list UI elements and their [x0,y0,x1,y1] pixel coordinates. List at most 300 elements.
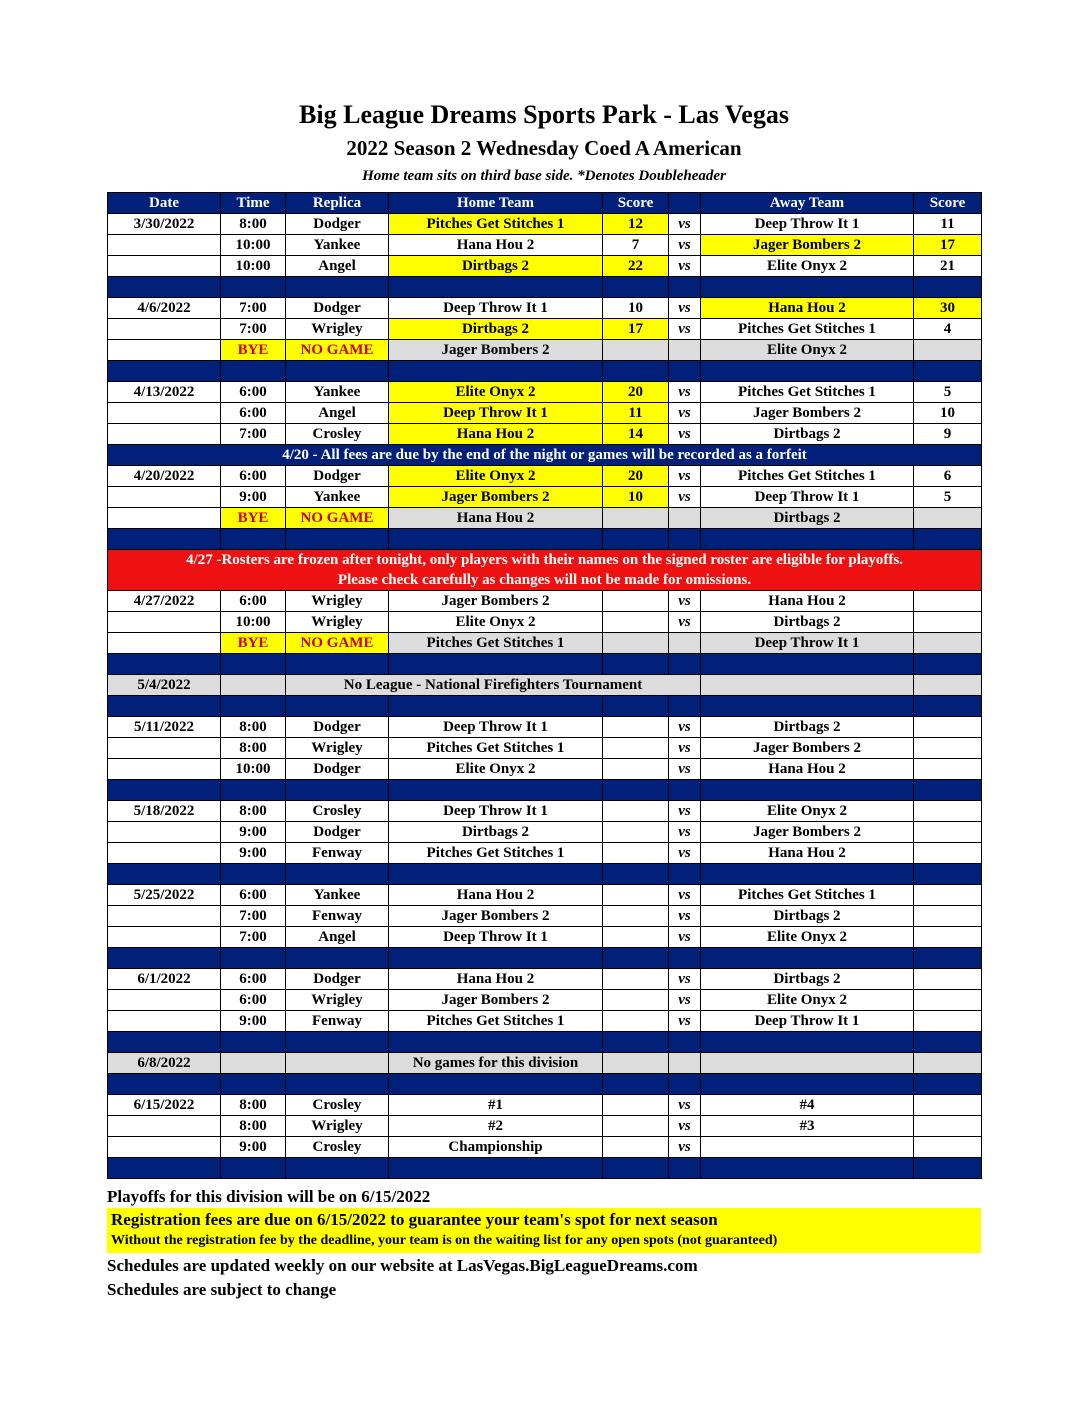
separator-cell [221,948,286,969]
date-cell [108,340,221,361]
date-cell [108,403,221,424]
home-team-cell: Pitches Get Stitches 1 [389,1011,603,1032]
home-team-cell: Hana Hou 2 [389,969,603,990]
field-cell: Dodger [286,214,389,235]
table-row [108,487,982,508]
date-cell: 6/1/2022 [108,969,221,990]
date-cell: 5/25/2022 [108,885,221,906]
away-score-cell [914,822,982,843]
schedule-table [107,192,982,1179]
home-score-cell [603,1116,669,1137]
no-games-text: No games for this division [389,1053,603,1074]
away-team-cell: #3 [701,1116,914,1137]
website-note: Schedules are updated weekly on our website at LasVegas.BigLeagueDreams.com [107,1256,698,1275]
vs-cell: vs [669,298,701,319]
home-team-cell: Dirtbags 2 [389,822,603,843]
time-cell: 7:00 [221,424,286,445]
home-score-cell [603,801,669,822]
home-team-cell: #2 [389,1116,603,1137]
field-cell: Dodger [286,717,389,738]
away-team-cell: Jager Bombers 2 [701,235,914,256]
away-score-cell [914,990,982,1011]
separator-cell [286,780,389,801]
no-games-row [108,1053,982,1074]
time-cell: 9:00 [221,1137,286,1158]
table-row [108,466,982,487]
empty-cell [701,1053,914,1074]
away-team-cell: Hana Hou 2 [701,591,914,612]
separator-cell [914,1158,982,1179]
time-cell: 6:00 [221,591,286,612]
separator-cell [701,1158,914,1179]
separator-cell [701,1032,914,1053]
separator-cell [108,696,221,717]
separator-cell [389,361,603,382]
table-row [108,990,982,1011]
table-row [108,214,982,235]
col-away-score: Score [914,193,982,214]
col-home-score: Score [603,193,669,214]
home-team-cell: Elite Onyx 2 [389,612,603,633]
separator-cell [389,654,603,675]
table-row [108,927,982,948]
home-team-cell: Hana Hou 2 [389,424,603,445]
empty-cell [603,633,669,654]
separator-cell [108,780,221,801]
col-away-team: Away Team [701,193,914,214]
separator-cell [914,1074,982,1095]
home-score-cell [603,822,669,843]
no-league-text: No League - National Firefighters Tournament [286,675,701,696]
fees-notice: 4/20 - All fees are due by the end of the night or games will be recorded as a forfeit [108,445,982,466]
home-team-cell: Deep Throw It 1 [389,298,603,319]
home-team-cell: Pitches Get Stitches 1 [389,738,603,759]
separator-cell [603,1074,669,1095]
bye-team-cell: Hana Hou 2 [389,508,603,529]
table-row [108,801,982,822]
time-cell: 9:00 [221,822,286,843]
home-score-cell [603,969,669,990]
away-score-cell [914,1095,982,1116]
vs-cell: vs [669,738,701,759]
separator-cell [108,529,221,550]
no-game-label: NO GAME [286,508,389,529]
home-team-cell: Dirtbags 2 [389,256,603,277]
vs-cell: vs [669,612,701,633]
bye-label: BYE [221,340,286,361]
separator-row [108,1032,982,1053]
home-score-cell: 17 [603,319,669,340]
separator-cell [914,361,982,382]
separator-cell [603,654,669,675]
empty-cell [669,633,701,654]
separator-cell [603,277,669,298]
time-cell: 6:00 [221,885,286,906]
separator-cell [286,361,389,382]
col-vs [669,193,701,214]
home-score-cell: 14 [603,424,669,445]
home-team-cell: Elite Onyx 2 [389,466,603,487]
away-score-cell [914,1137,982,1158]
away-score-cell [914,738,982,759]
home-score-cell [603,1137,669,1158]
away-team-cell: Pitches Get Stitches 1 [701,319,914,340]
registration-box [107,1208,981,1253]
separator-cell [701,654,914,675]
separator-cell [701,277,914,298]
date-cell [108,738,221,759]
separator-cell [603,780,669,801]
separator-cell [603,864,669,885]
home-team-cell: #1 [389,1095,603,1116]
roster-notice [108,550,982,591]
time-cell: 6:00 [221,969,286,990]
date-cell: 4/27/2022 [108,591,221,612]
field-cell: Wrigley [286,1116,389,1137]
separator-cell [108,1032,221,1053]
separator-cell [701,780,914,801]
away-score-cell [914,591,982,612]
vs-cell: vs [669,927,701,948]
table-row [108,717,982,738]
table-row [108,822,982,843]
vs-cell: vs [669,466,701,487]
separator-row [108,277,982,298]
away-team-cell: Deep Throw It 1 [701,487,914,508]
separator-cell [108,1074,221,1095]
field-cell: Dodger [286,759,389,780]
field-cell: Angel [286,403,389,424]
separator-cell [221,1158,286,1179]
separator-cell [669,1032,701,1053]
field-cell: Dodger [286,298,389,319]
home-score-cell: 10 [603,298,669,319]
bye-row [108,508,982,529]
time-cell: 8:00 [221,214,286,235]
separator-cell [286,529,389,550]
separator-cell [603,948,669,969]
empty-cell [914,508,982,529]
away-team-cell: Deep Throw It 1 [701,1011,914,1032]
field-cell: Yankee [286,885,389,906]
date-cell [108,508,221,529]
page-subtitle: 2022 Season 2 Wednesday Coed A American [346,136,742,160]
away-team-cell: Jager Bombers 2 [701,403,914,424]
separator-cell [221,529,286,550]
home-team-cell: Jager Bombers 2 [389,906,603,927]
home-score-cell [603,1011,669,1032]
field-cell: Wrigley [286,612,389,633]
away-team-cell: Pitches Get Stitches 1 [701,382,914,403]
page-note: Home team sits on third base side. *Denotes Doubleheader [362,168,726,184]
empty-cell [914,675,982,696]
bye-team-cell: Dirtbags 2 [701,508,914,529]
home-score-cell: 22 [603,256,669,277]
bye-label: BYE [221,508,286,529]
table-row [108,319,982,340]
home-team-cell: Elite Onyx 2 [389,759,603,780]
time-cell: 10:00 [221,256,286,277]
separator-row [108,529,982,550]
empty-cell [286,1053,389,1074]
subject-note: Schedules are subject to change [107,1280,337,1299]
away-score-cell: 30 [914,298,982,319]
date-cell: 3/30/2022 [108,214,221,235]
away-score-cell: 11 [914,214,982,235]
home-score-cell [603,990,669,1011]
field-cell: Yankee [286,487,389,508]
roster-notice-line2: Please check carefully as changes will not be made for omissions. [337,572,752,588]
home-team-cell: Hana Hou 2 [389,235,603,256]
date-cell [108,927,221,948]
separator-cell [914,277,982,298]
date-cell [108,612,221,633]
separator-cell [914,948,982,969]
separator-cell [389,696,603,717]
time-cell: 9:00 [221,1011,286,1032]
time-cell: 6:00 [221,466,286,487]
away-team-cell: #4 [701,1095,914,1116]
separator-row [108,361,982,382]
empty-cell [914,1053,982,1074]
table-row [108,738,982,759]
separator-cell [108,948,221,969]
date-cell [108,906,221,927]
away-team-cell: Elite Onyx 2 [701,990,914,1011]
time-cell: 6:00 [221,382,286,403]
home-score-cell: 12 [603,214,669,235]
table-row [108,1095,982,1116]
separator-cell [286,1158,389,1179]
table-row [108,1116,982,1137]
away-team-cell: Dirtbags 2 [701,969,914,990]
table-row [108,843,982,864]
separator-cell [286,864,389,885]
col-replica: Replica [286,193,389,214]
roster-notice-line1: 4/27 -Rosters are frozen after tonight, only players with their names on the signed roster are eligible for playoffs. [186,552,903,568]
vs-cell: vs [669,1095,701,1116]
separator-cell [603,1158,669,1179]
away-score-cell [914,927,982,948]
away-team-cell: Dirtbags 2 [701,906,914,927]
empty-cell [701,675,914,696]
time-cell: 8:00 [221,801,286,822]
away-score-cell: 6 [914,466,982,487]
vs-cell: vs [669,843,701,864]
separator-cell [108,654,221,675]
vs-cell: vs [669,424,701,445]
table-row [108,969,982,990]
separator-cell [389,948,603,969]
table-row [108,256,982,277]
time-cell: 10:00 [221,612,286,633]
vs-cell: vs [669,717,701,738]
field-cell: Crosley [286,1137,389,1158]
empty-cell [603,340,669,361]
separator-cell [669,864,701,885]
home-team-cell: Deep Throw It 1 [389,717,603,738]
empty-cell [669,508,701,529]
table-row [108,612,982,633]
away-score-cell [914,801,982,822]
field-cell: Yankee [286,382,389,403]
home-team-cell: Jager Bombers 2 [389,591,603,612]
separator-row [108,780,982,801]
away-score-cell [914,906,982,927]
separator-cell [221,1074,286,1095]
table-row [108,298,982,319]
field-cell: Angel [286,927,389,948]
home-score-cell [603,717,669,738]
home-team-cell: Jager Bombers 2 [389,990,603,1011]
date-cell: 5/18/2022 [108,801,221,822]
separator-cell [221,654,286,675]
away-team-cell: Deep Throw It 1 [701,214,914,235]
home-score-cell [603,1095,669,1116]
separator-cell [108,864,221,885]
table-row [108,403,982,424]
date-cell [108,319,221,340]
separator-cell [603,1032,669,1053]
bye-team-cell: Elite Onyx 2 [701,340,914,361]
col-time: Time [221,193,286,214]
separator-cell [221,1032,286,1053]
empty-cell [669,340,701,361]
home-team-cell: Elite Onyx 2 [389,382,603,403]
separator-cell [669,948,701,969]
separator-cell [389,529,603,550]
date-cell: 6/15/2022 [108,1095,221,1116]
field-cell: Yankee [286,235,389,256]
time-cell: 9:00 [221,487,286,508]
separator-cell [603,361,669,382]
time-cell: 9:00 [221,843,286,864]
home-score-cell [603,885,669,906]
separator-cell [389,277,603,298]
away-score-cell: 9 [914,424,982,445]
home-score-cell [603,906,669,927]
away-score-cell [914,717,982,738]
separator-cell [221,864,286,885]
separator-cell [914,529,982,550]
home-team-cell: Deep Throw It 1 [389,927,603,948]
separator-cell [286,1032,389,1053]
vs-cell: vs [669,906,701,927]
empty-cell [603,508,669,529]
bye-row [108,340,982,361]
time-cell: 8:00 [221,1095,286,1116]
home-score-cell [603,759,669,780]
date-cell: 4/20/2022 [108,466,221,487]
separator-cell [914,654,982,675]
away-score-cell [914,1116,982,1137]
field-cell: Fenway [286,843,389,864]
home-team-cell: Jager Bombers 2 [389,487,603,508]
away-score-cell: 17 [914,235,982,256]
away-score-cell: 21 [914,256,982,277]
date-cell [108,487,221,508]
home-score-cell: 10 [603,487,669,508]
separator-cell [603,696,669,717]
col-date: Date [108,193,221,214]
separator-cell [221,696,286,717]
bye-team-cell: Pitches Get Stitches 1 [389,633,603,654]
waiting-list-note: Without the registration fee by the deadline, your team is on the waiting list for any open spots (not guaranteed) [111,1233,778,1248]
away-team-cell: Elite Onyx 2 [701,927,914,948]
separator-cell [669,361,701,382]
playoffs-note: Playoffs for this division will be on 6/15/2022 [107,1187,431,1206]
separator-row [108,864,982,885]
field-cell: Dodger [286,822,389,843]
away-team-cell: Hana Hou 2 [701,843,914,864]
date-cell [108,256,221,277]
separator-cell [108,277,221,298]
home-score-cell [603,843,669,864]
away-score-cell [914,969,982,990]
separator-cell [701,948,914,969]
separator-cell [108,1158,221,1179]
vs-cell: vs [669,969,701,990]
separator-cell [914,696,982,717]
home-score-cell: 11 [603,403,669,424]
home-team-cell: Hana Hou 2 [389,885,603,906]
field-cell: Crosley [286,801,389,822]
date-cell: 6/8/2022 [108,1053,221,1074]
away-team-cell [701,1137,914,1158]
separator-cell [701,529,914,550]
date-cell: 5/11/2022 [108,717,221,738]
home-team-cell: Deep Throw It 1 [389,801,603,822]
vs-cell: vs [669,214,701,235]
separator-cell [286,277,389,298]
home-score-cell [603,927,669,948]
vs-cell: vs [669,235,701,256]
home-score-cell [603,612,669,633]
away-score-cell [914,759,982,780]
empty-cell [914,340,982,361]
home-team-cell: Championship [389,1137,603,1158]
empty-cell [914,633,982,654]
date-cell: 4/13/2022 [108,382,221,403]
separator-cell [286,696,389,717]
fees-notice-row [108,445,982,466]
away-score-cell [914,1011,982,1032]
schedule-body [108,214,982,1179]
separator-cell [286,654,389,675]
vs-cell: vs [669,1116,701,1137]
bye-row [108,633,982,654]
vs-cell: vs [669,885,701,906]
separator-cell [914,864,982,885]
separator-cell [389,1074,603,1095]
vs-cell: vs [669,1011,701,1032]
away-team-cell: Pitches Get Stitches 1 [701,466,914,487]
home-score-cell [603,738,669,759]
vs-cell: vs [669,256,701,277]
away-team-cell: Elite Onyx 2 [701,801,914,822]
time-cell: 7:00 [221,927,286,948]
separator-cell [286,1074,389,1095]
separator-cell [669,1074,701,1095]
date-cell: 5/4/2022 [108,675,221,696]
home-score-cell: 20 [603,382,669,403]
separator-cell [389,864,603,885]
home-team-cell: Dirtbags 2 [389,319,603,340]
bye-label: BYE [221,633,286,654]
table-row [108,424,982,445]
time-cell: 7:00 [221,298,286,319]
field-cell: Wrigley [286,738,389,759]
